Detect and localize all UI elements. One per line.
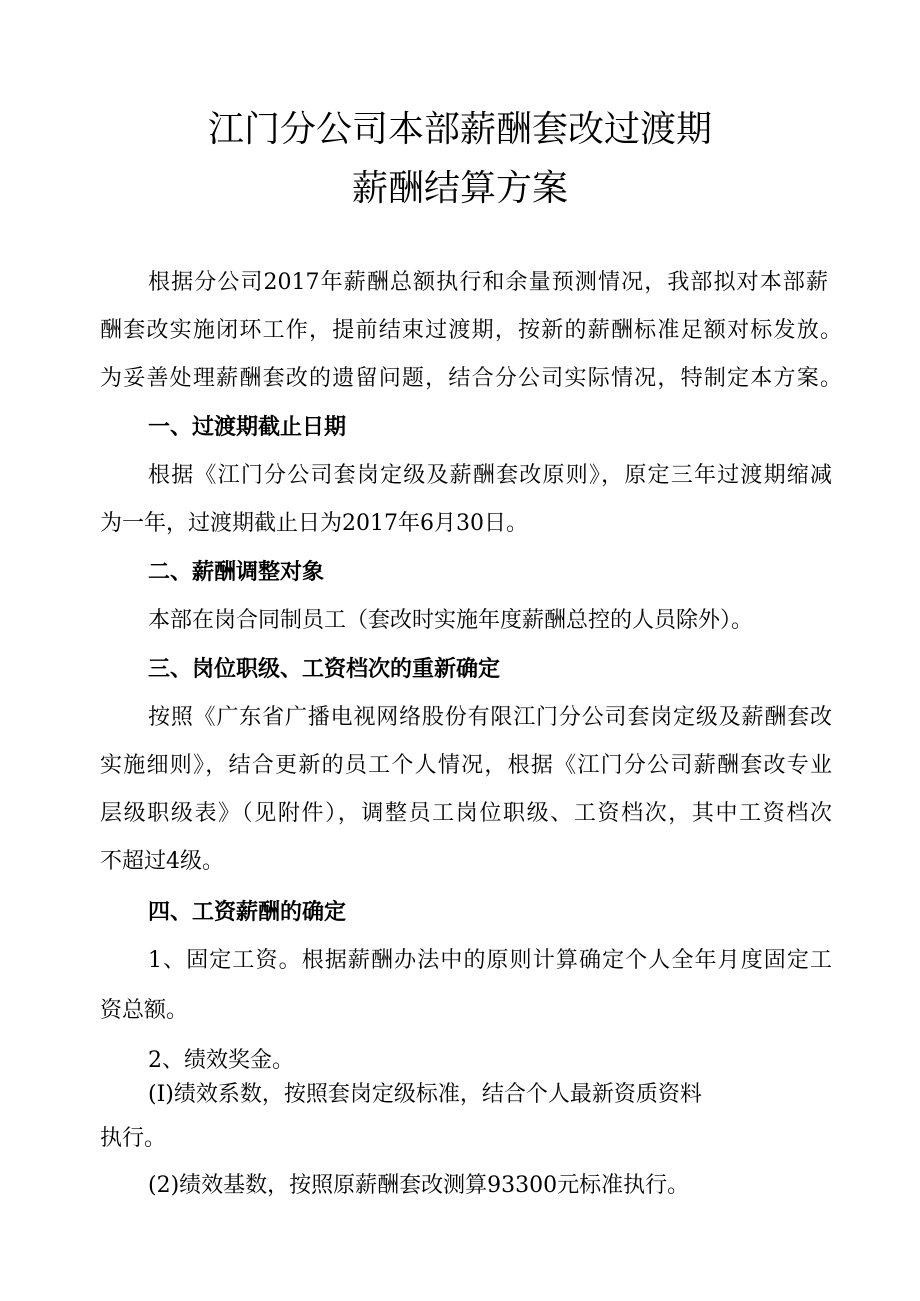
section-line: 不超过4级。 [100,849,224,874]
section-line: 按照《广东省广播电视网络股份有限江门分公司套岗定级及薪酬套改 [148,705,832,730]
section-line: (I)绩效系数，按照套岗定级标准，结合个人最新资质资料 [148,1082,702,1107]
section-line: 2、绩效奖金。 [148,1048,294,1073]
section-line: 执行。 [100,1126,167,1151]
intro-line: 酬套改实施闭环工作，提前结束过渡期，按新的薪酬标准足额对标发放。 [100,318,842,343]
document-title-line1: 江门分公司本部薪酬套改过渡期 [207,109,712,150]
section-line: 资总额。 [100,998,189,1023]
section-heading: 二、薪酬调整对象 [148,560,325,585]
section-line: 层级职级表》（见附件），调整员工岗位职级、工资档次，其中工资档次 [100,801,832,826]
section-line: 实施细则》，结合更新的员工个人情况，根据《江门分公司薪酬套改专业 [100,753,832,778]
intro-line: 根据分公司2017年薪酬总额执行和余量预测情况，我部拟对本部薪 [148,270,828,295]
document-title-line2: 薪酬结算方案 [351,168,568,209]
section-line: 1、固定工资。根据薪酬办法中的原则计算确定个人全年月度固定工 [148,948,832,973]
section-line: 为一年，过渡期截止日为2017年6月30日。 [100,511,528,536]
section-line: 本部在岗合同制员工（套改时实施年度薪酬总控的人员除外）。 [148,608,754,633]
section-heading: 三、岗位职级、工资档次的重新确定 [148,657,501,682]
section-line: (2)绩效基数，按照原薪酬套改测算93300元标准执行。 [148,1173,690,1198]
section-line: 根据《江门分公司套岗定级及薪酬套改原则》，原定三年过渡期缩减 [148,463,832,488]
section-heading: 四、工资薪酬的确定 [148,900,347,925]
section-heading: 一、过渡期截止日期 [148,415,347,440]
intro-line: 为妥善处理薪酬套改的遗留问题，结合分公司实际情况，特制定本方案。 [100,366,842,391]
